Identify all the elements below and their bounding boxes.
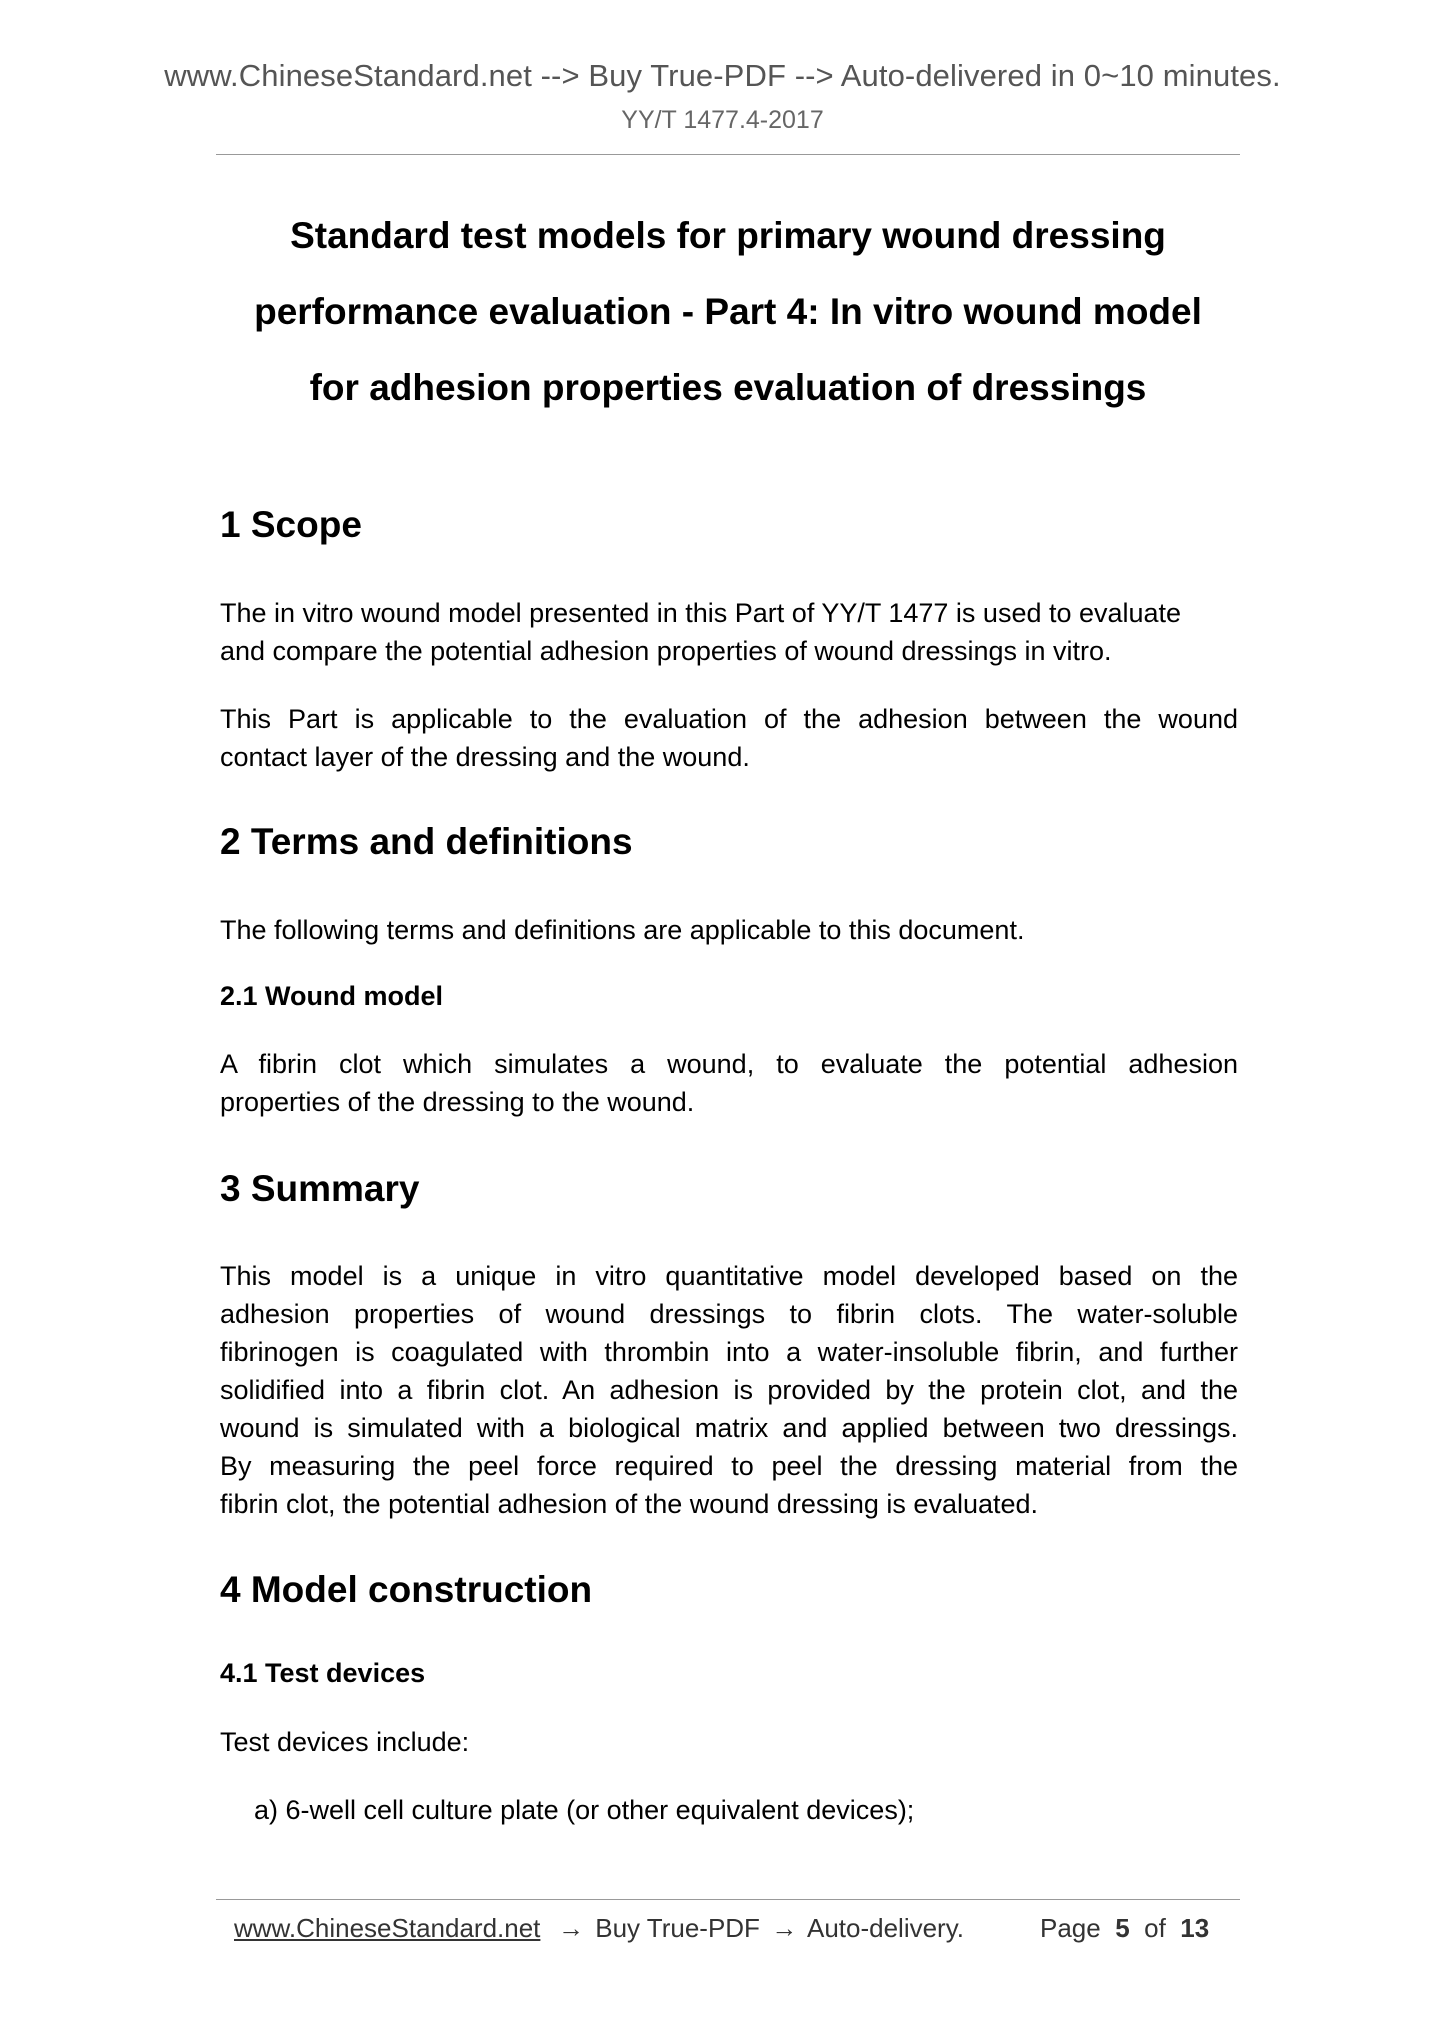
footer-delivery-text: Auto-delivery. [806,1913,965,1943]
wound-model-definition-line-1: A fibrin clot which simulates a wound, to evaluate the potential adhesion [220,1049,1238,1079]
summary-line: fibrin clot, the potential adhesion of the wound dressing is evaluated. [220,1489,1039,1519]
header-banner: www.ChineseStandard.net --> Buy True-PDF --> Auto-delivered in 0~10 minutes. [164,58,1281,93]
wound-model-definition-line-2: properties of the dressing to the wound. [220,1087,695,1117]
summary-line: solidified into a fibrin clot. An adhesion is provided by the protein clot, and the [220,1375,1238,1405]
summary-line: adhesion properties of wound dressings to fibrin clots. The water-soluble [220,1299,1238,1329]
page-current: 5 [1115,1913,1130,1943]
scope-paragraph-2-line-2: contact layer of the dressing and the wound. [220,742,750,772]
list-item: a) 6-well cell culture plate (or other equivalent devices); [254,1795,915,1825]
summary-line: This model is a unique in vitro quantitative model developed based on the [220,1261,1238,1291]
test-devices-intro: Test devices include: [220,1727,470,1757]
subsection-heading-test-devices: 4.1 Test devices [220,1658,426,1688]
document-title-line-1: Standard test models for primary wound dressing [290,215,1166,256]
document-title-line-3: for adhesion properties evaluation of dressings [309,367,1147,408]
footer-site-link[interactable]: www.ChineseStandard.net [234,1913,541,1943]
right-arrow-icon: → [771,1913,798,1943]
summary-line: By measuring the peel force required to peel the dressing material from the [220,1451,1238,1481]
section-heading-summary: 3 Summary [220,1168,420,1209]
page-label: Page [1040,1913,1101,1943]
header-divider [216,154,1240,155]
header-document-id: YY/T 1477.4-2017 [621,106,824,134]
section-heading-model-construction: 4 Model construction [220,1569,593,1610]
subsection-heading-wound-model: 2.1 Wound model [220,981,444,1011]
terms-intro: The following terms and definitions are applicable to this document. [220,915,1025,945]
scope-paragraph-1-line-1: The in vitro wound model presented in this Part of YY/T 1477 is used to evaluate [220,598,1182,628]
right-arrow-icon: → [558,1913,584,1943]
section-heading-scope: 1 Scope [220,504,362,545]
section-heading-terms: 2 Terms and definitions [220,821,633,862]
summary-line: wound is simulated with a biological matrix and applied between two dressings. [220,1413,1238,1443]
document-title-line-2: performance evaluation - Part 4: In vitro wound model [254,291,1202,332]
footer-buy-text: Buy True-PDF [595,1913,760,1943]
page-total: 13 [1180,1913,1210,1943]
scope-paragraph-1-line-2: and compare the potential adhesion properties of wound dressings in vitro. [220,636,1112,666]
footer-divider [216,1899,1240,1900]
footer-promo [554,1913,964,1944]
page-number [1040,1913,1209,1944]
summary-line: fibrinogen is coagulated with thrombin into a water-insoluble fibrin, and further [220,1337,1238,1367]
scope-paragraph-2-line-1: This Part is applicable to the evaluation of the adhesion between the wound [220,704,1238,734]
page-of-label: of [1144,1913,1166,1943]
